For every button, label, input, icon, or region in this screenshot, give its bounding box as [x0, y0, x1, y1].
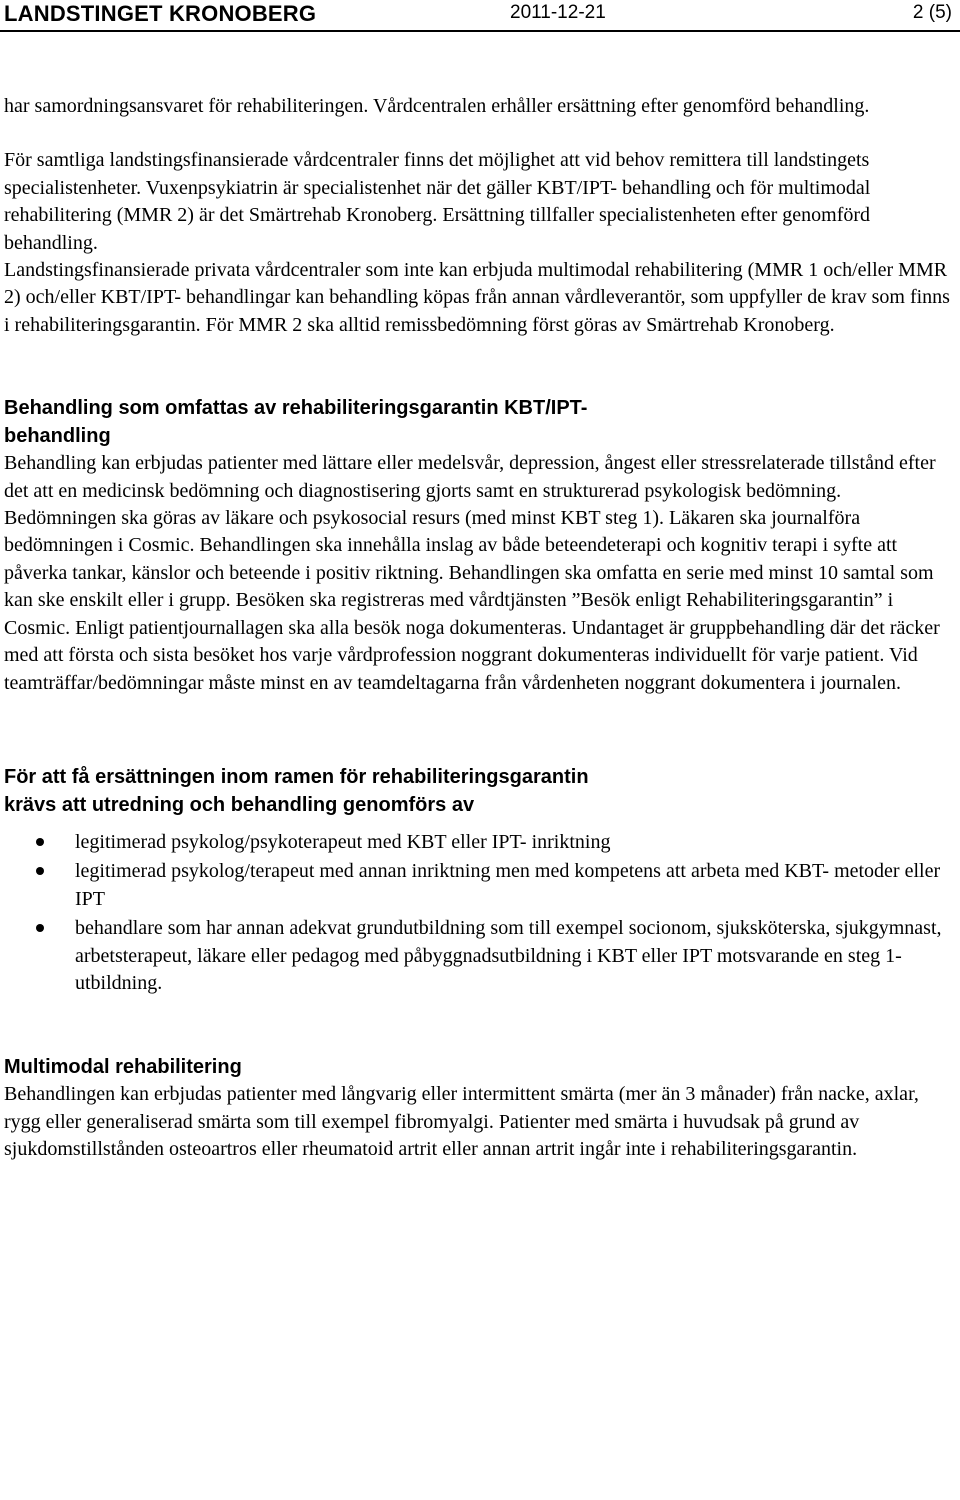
organization-name: LANDSTINGET KRONOBERG — [4, 1, 317, 26]
section-heading-mmr: Multimodal rehabilitering — [4, 1056, 242, 1079]
list-item-text: legitimerad psykolog/terapeut med annan inriktning men med kompetens att arbeta med KBT- metoder eller IPT — [75, 860, 941, 910]
page-number: 2 (5) — [912, 2, 952, 23]
list-item-text: legitimerad psykolog/psykoterapeut med KBT eller IPT- inriktning — [75, 830, 611, 853]
section-heading-ersattning-line-2: krävs att utredning och behandling genomförs av — [4, 793, 475, 816]
intro-paragraph-3: Landstingsfinansierade privata vårdcentraler som inte kan erbjuda multimodal rehabilitering (MMR 1 och/eller MMR 2) och/eller KBT/IPT- behandlingar kan behandling köpas från annan vårdleverantör, som uppfyller de krav som finns i rehabiliteringsgarantin. För MMR 2 ska alltid remissbedömning först göras av Smärtrehab Kronoberg. — [4, 259, 950, 336]
intro-paragraph-2: För samtliga landstingsfinansierade vårdcentraler finns det möjlighet att vid behov remittera till landstingets specialistenheter. Vuxenpsykiatrin är specialistenhet när det gäller KBT/IPT- behandling och för multimodal rehabilitering (MMR 2) är det Smärtrehab Kronoberg. Ersättning tillfaller specialistenheten efter genomförd behandling. — [4, 149, 871, 254]
list-item — [4, 915, 954, 997]
list-item — [4, 829, 954, 856]
section-heading-kbt — [4, 394, 954, 450]
bullet-icon — [36, 867, 44, 875]
section-heading-kbt-line-2: behandling — [4, 425, 111, 448]
provider-requirements-list — [4, 829, 954, 997]
list-item — [4, 858, 954, 913]
list-item-text: behandlare som har annan adekvat grundutbildning som till exempel socionom, sjuksköterska, sjukgymnast, arbetsterapeut, läkare eller pedagog med påbyggnadsutbildning i KBT eller IPT motsvarande en steg 1-utbildning. — [75, 917, 942, 994]
header-divider — [0, 30, 960, 32]
page-header — [4, 0, 956, 30]
bullet-icon — [36, 924, 44, 932]
intro-paragraph-1: har samordningsansvaret för rehabiliteringen. Vårdcentralen erhåller ersättning efter genomförd behandling. — [4, 95, 870, 117]
section-mmr-body: Behandlingen kan erbjudas patienter med långvarig eller intermittent smärta (mer än 3 månader) från nacke, axlar, rygg eller generaliserad smärta som till exempel fibromyalgi. Patienter med smärta i huvudsak på grund av sjukdomstillstånden osteoartros eller rheumatoid artrit eller annan artrit ingår inte i rehabiliteringsgarantin. — [4, 1083, 919, 1161]
section-heading-ersattning-line-1: För att få ersättningen inom ramen för rehabiliteringsgarantin — [4, 765, 589, 788]
document-date: 2011-12-21 — [510, 2, 606, 23]
section-heading-ersattning — [4, 763, 954, 819]
document-body — [4, 93, 954, 1164]
section-heading-kbt-line-1: Behandling som omfattas av rehabiliteringsgarantin KBT/IPT- — [4, 397, 588, 420]
section-kbt-body: Behandling kan erbjudas patienter med lättare eller medelsvår, depression, ångest eller stressrelaterade tillstånd efter det att en medicinsk bedömning och diagnostisering gjorts samt en strukturerad psykologisk bedömning. Bedömningen ska göras av läkare och psykosocial resurs (med minst KBT steg 1). Läkaren ska journalföra bedömningen i Cosmic. Behandlingen ska innehålla inslag av både beteendeterapi och kognitiv terapi i syfte att påverka tankar, känslor och beteende i positiv riktning. Behandlingen ska omfatta en serie med minst 10 samtal som kan ske enskilt eller i grupp. Besöken ska registreras med vårdtjänsten ”Besök enligt Rehabiliteringsgarantin” i Cosmic. Enligt patientjournallagen ska alla besök noga dokumenteras. Undantaget är gruppbehandling där det räcker med att första och sista besöket hos varje vårdprofession noggrant dokumenteras individuellt för varje patient. Vid teamträffar/bedömningar måste minst en av teamdeltagarna från vårdenheten noggrant dokumentera i journalen. — [4, 452, 940, 694]
bullet-icon — [36, 838, 44, 846]
